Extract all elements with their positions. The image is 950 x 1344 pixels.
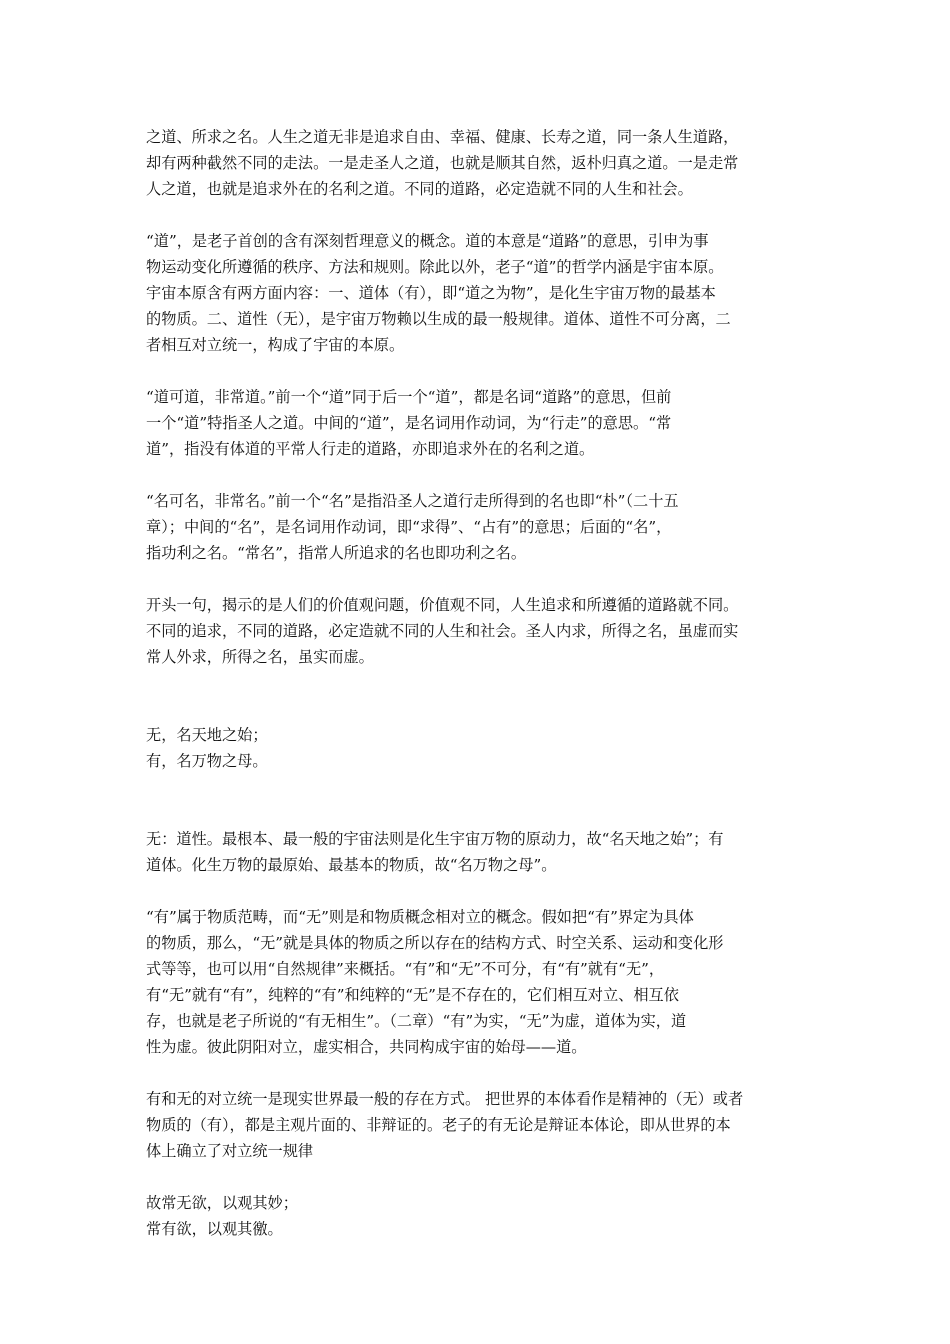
verse-line: 有，名万物之母。 [146,752,268,770]
text-line: 常人外求，所得之名，虽实而虚。 [146,648,374,666]
text-line: “道可道，非常道。”前一个“道”同于后一个“道”，都是名词“道路”的意思，但前 [146,388,672,406]
document-body [146,124,810,1242]
paragraph-3 [146,384,810,462]
text-line: 开头一句，揭示的是人们的价值观问题，价值观不同，人生追求和所遵循的道路就不同。 [146,596,739,614]
text-line: 无：道性。最根本、最一般的宇宙法则是化生宇宙万物的原动力，故“名天地之始”；有 [146,830,724,848]
text-line: 一个“道”特指圣人之道。中间的“道”，是名词用作动词，为“行走”的意思。“常 [146,414,672,432]
paragraph-8 [146,1086,810,1164]
text-line: 物运动变化所遵循的秩序、方法和规则。除此以外，老子“道”的哲学内涵是宇宙本原。 [146,258,724,276]
text-line: 指功利之名。“常名”，指常人所追求的名也即功利之名。 [146,544,527,562]
text-line: “有”属于物质范畴，而“无”则是和物质概念相对立的概念。假如把“有”界定为具体 [146,908,694,926]
text-line: 宇宙本原含有两方面内容：一、道体（有），即“道之为物”，是化生宇宙万物的最基本 [146,284,716,302]
verse-2 [146,1190,810,1242]
text-line: “名可名，非常名。”前一个“名”是指沿圣人之道行走所得到的名也即“朴”（二十五 [146,492,679,510]
text-line: 不同的追求，不同的道路，必定造就不同的人生和社会。圣人内求，所得之名，虽虚而实 [146,622,739,640]
text-line: 道体。化生万物的最原始、最基本的物质，故“名万物之母”。 [146,856,557,874]
paragraph-2 [146,228,810,358]
paragraph-6 [146,826,810,878]
verse-line: 故常无欲，以观其妙； [146,1194,298,1212]
verse-line: 无，名天地之始； [146,726,268,744]
verse-1 [146,722,810,774]
paragraph-7 [146,904,810,1060]
text-line: 物质的（有），都是主观片面的、非辩证的。老子的有无论是辩证本体论，即从世界的本 [146,1116,731,1134]
text-line: 者相互对立统一，构成了宇宙的本原。 [146,336,405,354]
text-line: 章）；中间的“名”，是名词用作动词，即“求得”、“占有”的意思；后面的“名”， [146,518,672,536]
text-line: “道”，是老子首创的含有深刻哲理意义的概念。道的本意是“道路”的意思，引申为事 [146,232,709,250]
text-line: 有“无”就有“有”，纯粹的“有”和纯粹的“无”是不存在的，它们相互对立、相互依 [146,986,679,1004]
text-line: 存，也就是老子所说的“有无相生”。（二章）“有”为实，“无”为虚，道体为实，道 [146,1012,687,1030]
text-line: 体上确立了对立统一规律 [146,1142,314,1160]
text-line: 之道、所求之名。人生之道无非是追求自由、幸福、健康、长寿之道，同一条人生道路， [146,128,739,146]
text-line: 道”，指没有体道的平常人行走的道路，亦即追求外在的名利之道。 [146,440,595,458]
verse-line: 常有欲，以观其徼。 [146,1220,283,1238]
paragraph-5 [146,592,810,670]
text-line: 人之道，也就是追求外在的名利之道。不同的道路，必定造就不同的人生和社会。 [146,180,693,198]
text-line: 却有两种截然不同的走法。一是走圣人之道，也就是顺其自然，返朴归真之道。一是走常 [146,154,739,172]
paragraph-4 [146,488,810,566]
text-line: 的物质。二、道性（无），是宇宙万物赖以生成的最一般规律。道体、道性不可分离，二 [146,310,731,328]
text-line: 有和无的对立统一是现实世界最一般的存在方式。 把世界的本体看作是精神的（无）或者 [146,1090,744,1108]
text-line: 式等等，也可以用“自然规律”来概括。“有”和“无”不可分，有“有”就有“无”， [146,960,665,978]
paragraph-1 [146,124,810,202]
text-line: 的物质，那么，“无”就是具体的物质之所以存在的结构方式、时空关系、运动和变化形 [146,934,724,952]
text-line: 性为虚。彼此阴阳对立，虚实相合，共同构成宇宙的始母——道。 [146,1038,587,1056]
